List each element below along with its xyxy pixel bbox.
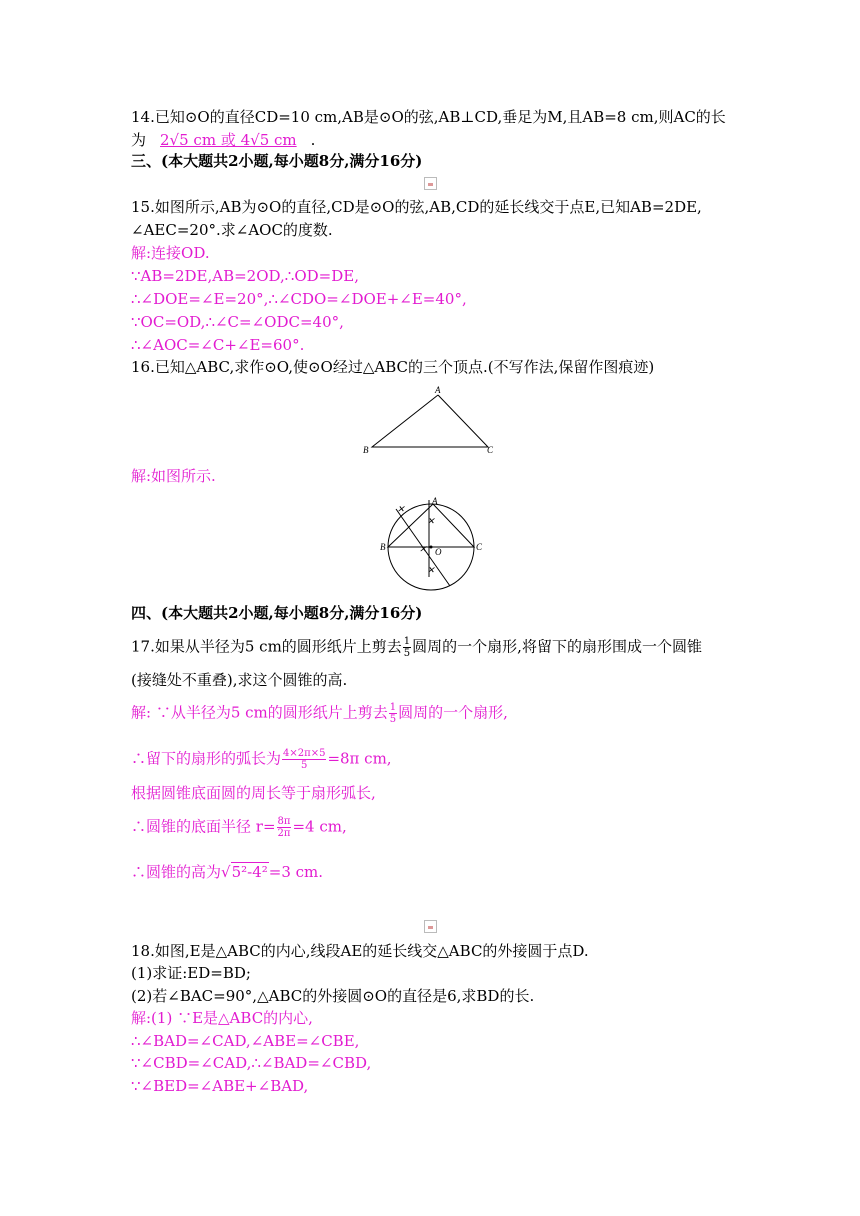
q17-fraction: $\frac{1}{5}$	[403, 636, 411, 659]
triangle-label-b: B	[363, 445, 369, 455]
q14-line1: 14.已知⊙O的直径CD=10 cm,AB是⊙O的弦,AB⊥CD,垂足为M,且AB=8 cm,则AC的长	[131, 108, 726, 126]
q18-sol-4: ∵∠BED=∠ABE+∠BAD,	[131, 1077, 309, 1095]
q17-sol-fraction-4: $\frac{8\pi}{2\pi}$	[277, 816, 291, 839]
q18-sol-3: ∵∠CBD=∠CAD,∴∠BAD=∠CBD,	[131, 1054, 372, 1072]
svg-text:✕: ✕	[427, 565, 435, 575]
q18-sol-1: 解:(1) ∵E是△ABC的内心,	[131, 1009, 313, 1027]
q15-sol-5: ∴∠AOC=∠C+∠E=60°.	[131, 336, 305, 354]
q16-sol: 解:如图所示.	[131, 467, 216, 485]
q17-sol-2: ∴留下的扇形的弧长为 $\frac{4\times 2\pi\times 5}{5}$ =8π cm,	[131, 748, 392, 771]
q18-sol-2: ∴∠BAD=∠CAD,∠ABE=∠CBE,	[131, 1032, 360, 1050]
triangle-label-a: A	[435, 385, 441, 395]
q17-sol-5: ∴圆锥的高为√5²-4²=3 cm.	[131, 863, 324, 881]
circumcircle-figure	[378, 495, 488, 595]
q18-line3: (2)若∠BAC=90°,△ABC的外接圆⊙O的直径是6,求BD的长.	[131, 987, 535, 1005]
circle-label-a: A	[432, 496, 438, 506]
q17-sol-fraction-1: $\frac{1}{5}$	[389, 702, 397, 725]
circle-label-o: O	[435, 547, 442, 557]
q15-sol-4: ∵OC=OD,∴∠C=∠ODC=40°,	[131, 313, 344, 331]
q15-sol-3: ∴∠DOE=∠E=20°,∴∠CDO=∠DOE+∠E=40°,	[131, 290, 467, 308]
q15-sol-1: 解:连接OD.	[131, 244, 210, 262]
section3-heading: 三、(本大题共2小题,每小题8分,满分16分)	[131, 152, 423, 170]
q17-sol-3: 根据圆锥底面圆的周长等于扇形弧长,	[131, 784, 376, 802]
q17-line1-pre: 17.如果从半径为5 cm的圆形纸片上剪去	[131, 637, 402, 656]
q14-suffix: .	[310, 131, 316, 149]
image-placeholder-icon-2	[424, 920, 437, 933]
section4-heading: 四、(本大题共2小题,每小题8分,满分16分)	[131, 604, 423, 622]
svg-text:✕: ✕	[427, 516, 435, 526]
image-placeholder-icon	[424, 177, 437, 190]
q15-line1: 15.如图所示,AB为⊙O的直径,CD是⊙O的弦,AB,CD的延长线交于点E,已知AB=2DE,	[131, 198, 702, 216]
q15-sol-2: ∵AB=2DE,AB=2OD,∴OD=DE,	[131, 267, 359, 285]
q14-prefix: 为	[131, 131, 147, 149]
q17-line1	[131, 636, 702, 659]
q17-line1-post: 圆周的一个扇形,将留下的扇形围成一个圆锥	[412, 637, 702, 656]
q14-line2	[131, 130, 315, 150]
svg-text:✕: ✕	[419, 544, 427, 554]
q15-line2: ∠AEC=20°.求∠AOC的度数.	[131, 221, 333, 239]
q18-line2: (1)求证:ED=BD;	[131, 964, 251, 982]
q17-sol-fraction-2: $\frac{4\times 2\pi\times 5}{5}$	[283, 748, 326, 771]
triangle-figure	[360, 385, 500, 457]
q18-line1: 18.如图,E是△ABC的内心,线段AE的延长线交△ABC的外接圆于点D.	[131, 942, 589, 960]
q17-sol-1: 解: ∵从半径为5 cm的圆形纸片上剪去 $\frac{1}{5}$ 圆周的一个扇形,	[131, 702, 508, 725]
q17-sol-4: ∴圆锥的底面半径 r= $\frac{8\pi}{2\pi}$ =4 cm,	[131, 816, 347, 839]
svg-text:✕: ✕	[397, 504, 405, 514]
q17-line2: (接缝处不重叠),求这个圆锥的高.	[131, 671, 348, 689]
q17-radical: 5²-4²	[231, 863, 268, 881]
q14-answer: 2√5 cm 或 4√5 cm	[160, 131, 297, 149]
circle-label-c: C	[476, 542, 483, 552]
q16-line1: 16.已知△ABC,求作⊙O,使⊙O经过△ABC的三个顶点.(不写作法,保留作图痕迹)	[131, 358, 655, 376]
circle-label-b: B	[380, 542, 386, 552]
triangle-label-c: C	[487, 445, 494, 455]
